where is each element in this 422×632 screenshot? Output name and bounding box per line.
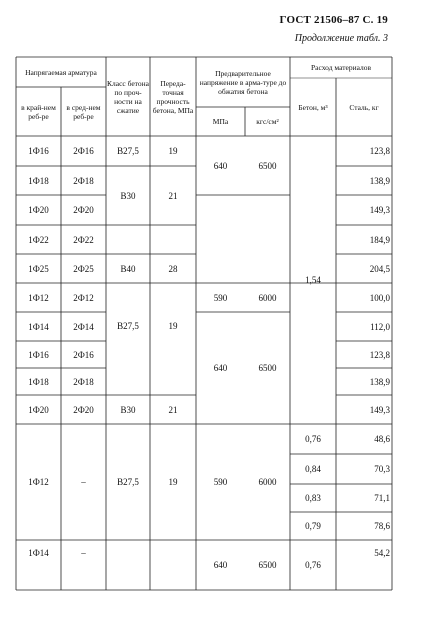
cell-transfer-strength: 19 [168,146,178,156]
cell-prestress-kgs: 6500 [258,160,277,171]
cell-edge: 1Ф25 [28,263,49,274]
cell-concrete-volume: 0,79 [305,521,321,531]
cell-concrete-volume: 0,76 [305,434,321,444]
cell-concrete-volume: 0,76 [305,560,321,570]
cell-middle: 2Ф14 [73,321,94,332]
cell-concrete-class: В27,5 [117,320,139,331]
cell-steel: 112,0 [370,321,390,332]
cell-transfer-strength: 21 [168,404,178,415]
header-material-use: Расход материалов [310,63,372,72]
cell-steel: 54,2 [374,548,390,558]
cell-steel: 100,0 [369,292,390,303]
cell-edge: 1Ф12 [28,292,49,303]
cell-transfer-strength: 28 [168,263,178,274]
cell-steel: 123,8 [369,146,390,156]
cell-middle: – [81,548,86,558]
cell-transfer-strength: 21 [168,190,178,201]
cell-middle: 2Ф18 [73,376,94,387]
header-kgs: кгс/см² [256,117,279,126]
cell-middle: – [81,477,86,487]
cell-prestress-kgs: 6500 [258,363,277,373]
cell-edge: 1Ф14 [28,548,49,558]
cell-prestress-kgs: 6000 [258,477,277,487]
cell-edge: 1Ф20 [28,205,49,215]
cell-concrete-volume: 0,83 [305,493,321,503]
cell-steel: 71,1 [374,493,390,503]
cell-middle: 2Ф25 [73,263,94,274]
cell-middle: 2Ф12 [73,292,94,303]
cell-concrete-class: В27,5 [117,146,139,156]
cell-steel: 78,6 [374,521,390,531]
cell-concrete-class: В30 [120,404,136,415]
cell-steel: 138,9 [369,376,390,387]
cell-edge: 1Ф12 [28,477,49,487]
cell-prestress-mpa: 640 [213,560,228,570]
cell-steel: 48,6 [374,434,390,444]
header-edge-rib: в край-нем реб-ре [21,102,56,121]
cell-middle: 2Ф16 [73,349,94,360]
table-continuation-label: Продолжение табл. 3 [294,33,388,44]
cell-edge: 1Ф16 [28,146,49,156]
header-mpa: МПа [212,117,229,126]
header-concrete: Бетон, м³ [298,102,328,112]
cell-prestress-mpa: 640 [213,160,228,171]
cell-concrete-volume: 1,54 [305,275,321,285]
cell-middle: 2Ф20 [73,404,94,415]
header-middle-rib: в сред-нем реб-ре [66,102,101,121]
header-transfer-strength: Переда-точная прочность бетона, МПа [152,78,194,115]
cell-transfer-strength: 19 [168,477,178,487]
cell-middle: 2Ф22 [73,234,94,245]
cell-concrete-class: В27,5 [117,477,139,487]
cell-edge: 1Ф14 [28,321,49,332]
header-steel: Сталь, кг [349,102,379,112]
cell-prestress-kgs: 6000 [258,292,277,303]
cell-prestress-kgs: 6500 [258,560,277,570]
cell-middle: 2Ф16 [73,146,94,156]
cell-concrete-volume: 0,84 [305,464,321,474]
cell-edge: 1Ф22 [28,234,49,245]
cell-steel: 138,9 [369,175,390,186]
cell-prestress-mpa: 640 [213,363,228,373]
cell-steel: 149,3 [369,404,390,415]
header-prestress: Предварительное напряжение в арма-туре до обжатия бетона [199,68,287,96]
document-code: ГОСТ 21506–87 С. 19 [279,14,388,26]
header-concrete-class: Класс бетона по проч-ности на сжатие [107,78,149,115]
cell-prestress-mpa: 590 [213,292,228,303]
cell-edge: 1Ф18 [28,175,49,186]
header-reinforcement: Напрягаемая арматура [25,67,97,77]
cell-steel: 184,9 [369,234,390,245]
cell-prestress-mpa: 590 [213,477,228,487]
cell-steel: 204,5 [369,263,390,274]
cell-middle: 2Ф20 [73,205,94,215]
cell-transfer-strength: 19 [168,320,178,331]
cell-steel: 70,3 [374,464,390,474]
cell-edge: 1Ф20 [28,404,49,415]
cell-middle: 2Ф18 [73,175,94,186]
cell-concrete-class: В30 [120,190,136,201]
cell-edge: 1Ф16 [28,349,49,360]
cell-steel: 123,8 [369,349,390,360]
cell-edge: 1Ф18 [28,376,49,387]
cell-concrete-class: В40 [120,263,136,274]
cell-steel: 149,3 [369,205,390,215]
